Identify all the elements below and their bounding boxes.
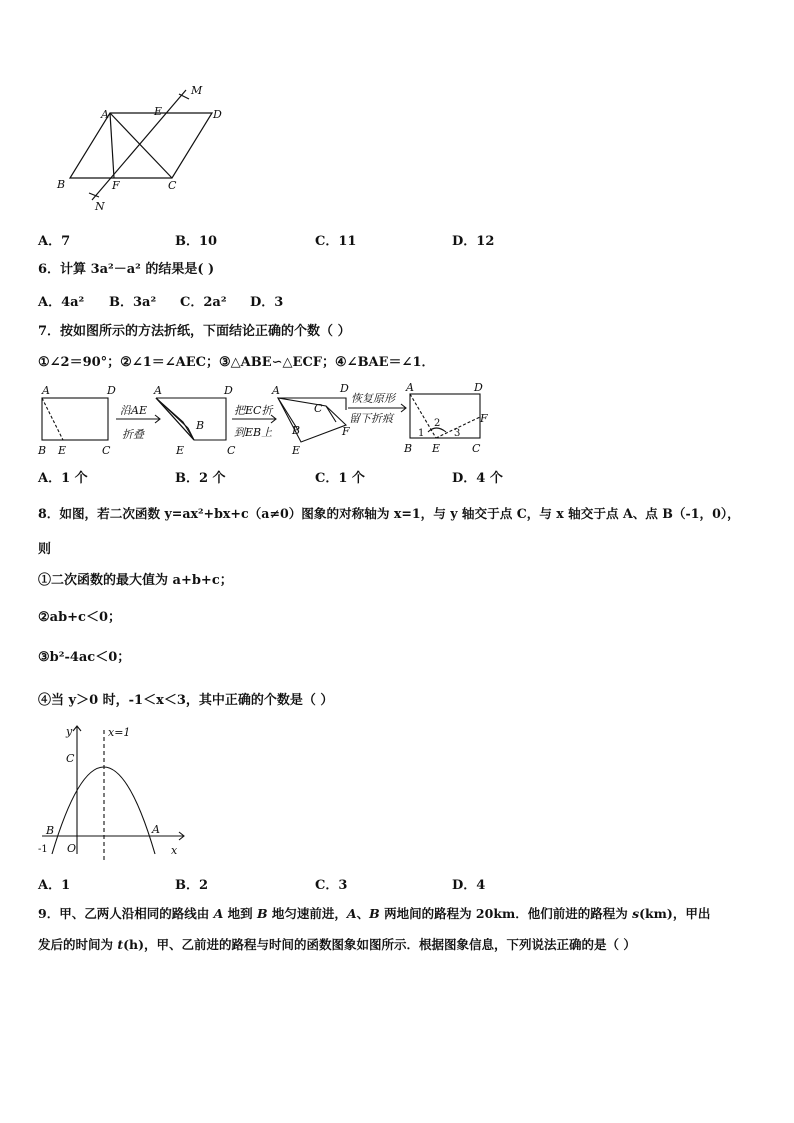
fold-label-C4: C xyxy=(472,442,481,455)
q9-text: (h)，甲、乙前进的路程与时间的函数图象如图所示．根据图象信息，下列说法正确的是（ ） xyxy=(123,937,636,952)
graph-label-A: A xyxy=(152,823,160,836)
q8-statement-1: ①二次函数的最大值为 a+b+c； xyxy=(38,573,233,588)
fold-label-D3: D xyxy=(340,382,349,395)
label-D: D xyxy=(213,108,222,121)
fold-label-B4: B xyxy=(404,442,413,455)
fold-label-B3: B xyxy=(292,424,301,437)
fold-label-B2: B xyxy=(196,419,205,432)
q9-var-t: t xyxy=(117,937,124,952)
q8-option-c: C．3 xyxy=(315,878,348,893)
fold-label-D2: D xyxy=(224,384,233,397)
label-F: F xyxy=(112,179,120,192)
parabola-graph xyxy=(34,720,194,860)
graph-label-x: x xyxy=(171,844,178,857)
fold-label-C3: C xyxy=(314,402,323,415)
graph-label-C: C xyxy=(66,752,75,765)
q9-stem-line2 xyxy=(38,937,636,953)
fold-step1-bottom: 折叠 xyxy=(122,428,144,441)
q9-text: 9．甲、乙两人沿相同的路线由 xyxy=(38,906,214,921)
q9-text: 发后的时间为 xyxy=(38,937,118,952)
label-A: A xyxy=(101,108,109,121)
q9-text: (km)，甲出 xyxy=(639,906,711,921)
q7-option-d: D．4 个 xyxy=(452,471,503,486)
fold-step3-top: 恢复原形 xyxy=(351,392,395,405)
q6-stem: 6．计算 3a²－a² 的结果是( ) xyxy=(38,262,215,277)
fold-angle-3: 3 xyxy=(454,428,461,439)
fold-label-D1: D xyxy=(107,384,116,397)
q6-option-a: A．4a² xyxy=(38,295,85,310)
paper-folding-figure xyxy=(36,380,506,460)
parallelogram-figure xyxy=(50,80,270,215)
graph-label-minus1: -1 xyxy=(38,844,48,855)
graph-label-B: B xyxy=(46,824,55,837)
q8-option-a: A．1 xyxy=(38,878,71,893)
graph-label-O: O xyxy=(67,842,77,855)
q8-statement-4: ④当 y＞0 时，-1＜x＜3，其中正确的个数是（ ） xyxy=(38,693,334,708)
q7-stem: 7．按如图所示的方法折纸，下面结论正确的个数（ ） xyxy=(38,324,351,339)
label-N: N xyxy=(95,200,105,213)
q9-text: 地到 xyxy=(223,906,257,921)
label-M: M xyxy=(191,84,203,97)
fold-step3-bottom: 留下折痕 xyxy=(349,412,393,425)
fold-angle-2: 2 xyxy=(434,418,441,429)
q8-statement-2: ②ab+c＜0； xyxy=(38,610,122,625)
fold-label-E4: E xyxy=(432,442,441,455)
fold-step1-top: 沿AE xyxy=(120,404,147,417)
fold-label-E1: E xyxy=(58,444,67,457)
q9-var-A: A xyxy=(346,906,357,921)
q6-option-c: C．2a² xyxy=(180,295,227,310)
fold-label-C2: C xyxy=(227,444,236,457)
q8-stem-line1: 8．如图，若二次函数 y=ax²+bx+c（a≠0）图象的对称轴为 x=1，与 y 轴交于点 C，与 x 轴交于点 A、点 B（-1，0）， xyxy=(38,506,740,521)
label-B: B xyxy=(57,178,66,191)
q6-option-b: B．3a² xyxy=(109,295,157,310)
q9-text: 两地间的路程为 20km．他们前进的路程为 xyxy=(379,906,633,921)
q6-option-d: D．3 xyxy=(250,295,284,310)
fold-angle-1: 1 xyxy=(418,428,425,439)
q9-var-B: B xyxy=(256,906,268,921)
q5-option-d: D．12 xyxy=(452,234,495,249)
q9-text: 地匀速前进， xyxy=(267,906,347,921)
q7-option-b: B．2 个 xyxy=(175,471,226,486)
fold-label-B1: B xyxy=(38,444,47,457)
label-E: E xyxy=(154,105,163,118)
q9-stem-line1 xyxy=(38,906,710,922)
fold-label-A1: A xyxy=(42,384,50,397)
fold-label-E3: E xyxy=(292,444,301,457)
q9-var-B: B xyxy=(369,906,380,921)
q9-var-s: s xyxy=(632,906,640,921)
fold-label-A3: A xyxy=(272,384,280,397)
q7-option-a: A．1 个 xyxy=(38,471,88,486)
graph-label-axis: x=1 xyxy=(108,726,131,739)
q7-option-c: C．1 个 xyxy=(315,471,365,486)
graph-label-y: y xyxy=(66,725,73,738)
q5-option-b: B．10 xyxy=(175,234,218,249)
q8-stem-line2: 则 xyxy=(38,542,52,557)
q5-option-a: A．7 xyxy=(38,234,71,249)
fold-label-D4: D xyxy=(474,381,483,394)
fold-label-F3: F xyxy=(342,425,350,438)
q8-option-d: D．4 xyxy=(452,878,486,893)
fold-step2-bottom: 到EB上 xyxy=(234,426,273,439)
fold-label-A2: A xyxy=(154,384,162,397)
fold-label-C1: C xyxy=(102,444,111,457)
label-C: C xyxy=(168,179,177,192)
q5-option-c: C．11 xyxy=(315,234,357,249)
q9-text: 、 xyxy=(356,906,370,921)
q8-statement-3: ③b²-4ac＜0； xyxy=(38,650,131,665)
q8-option-b: B．2 xyxy=(175,878,209,893)
fold-step2-top: 把EC折 xyxy=(234,404,273,417)
q9-var-A: A xyxy=(213,906,224,921)
fold-label-F4: F xyxy=(480,412,488,425)
fold-label-A4: A xyxy=(406,381,414,394)
q7-conditions: ①∠2＝90°；②∠1＝∠AEC；③△ABE∽△ECF；④∠BAE＝∠1． xyxy=(38,355,435,370)
fold-label-E2: E xyxy=(176,444,185,457)
